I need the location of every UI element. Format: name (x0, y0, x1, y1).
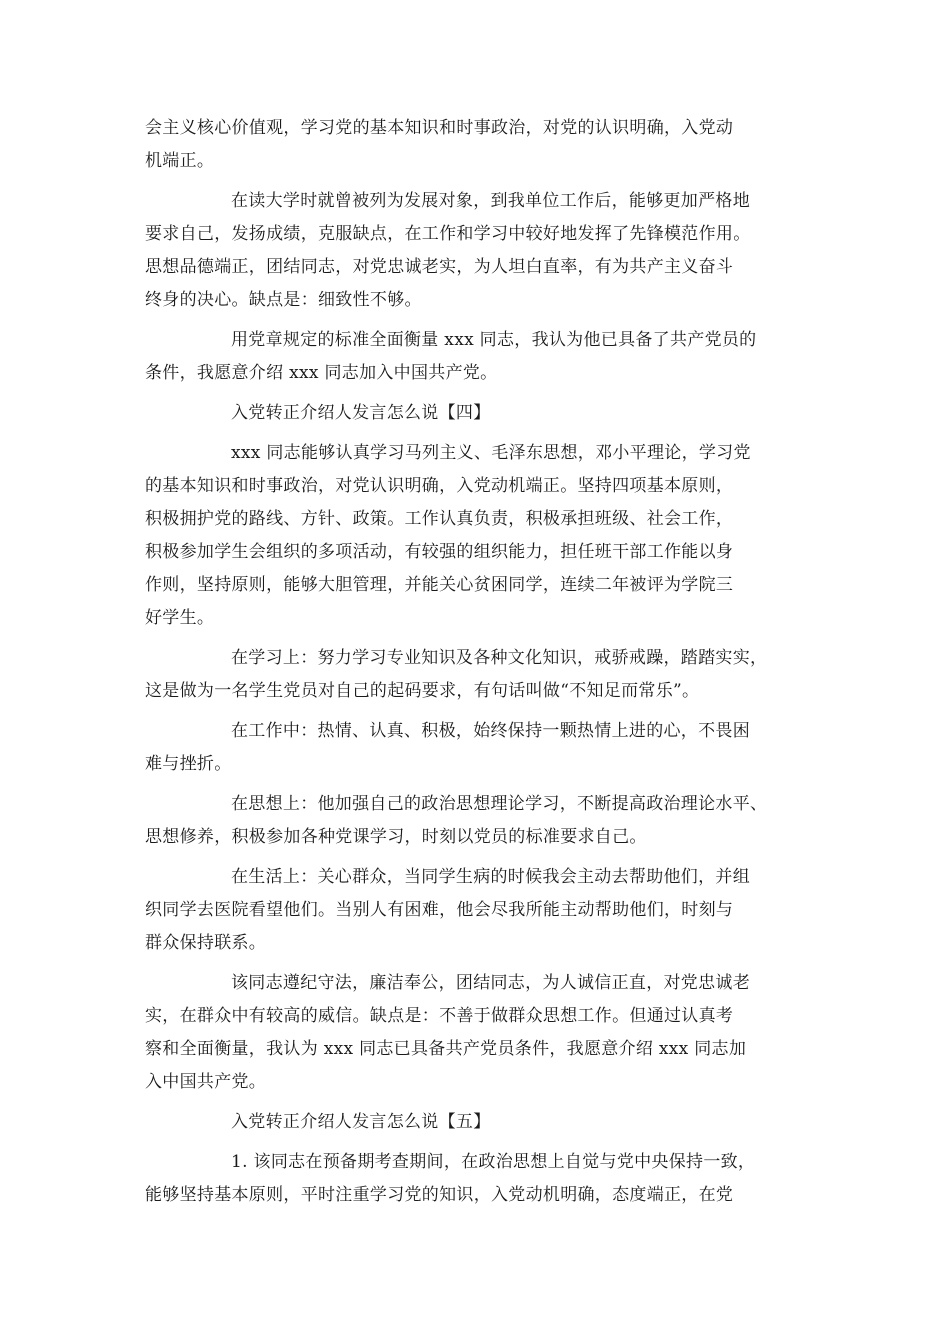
text-line: 1. 该同志在预备期考查期间，在政治思想上自觉与党中央保持一致， (231, 1152, 756, 1172)
text-line: 会主义核心价值观，学习党的基本知识和时事政治，对党的认识明确，入党动 (145, 118, 734, 138)
text-line: 在工作中：热情、认真、积极，始终保持一颗热情上进的心，不畏困 (231, 721, 750, 741)
section-heading: 入党转正介绍人发言怎么说【五】 (231, 1112, 491, 1132)
text-line: 用党章规定的标准全面衡量 xxx 同志，我认为他已具备了共产党员的 (231, 330, 757, 350)
text-line: 终身的决心。缺点是：细致性不够。 (145, 290, 422, 310)
text-line: 在读大学时就曾被列为发展对象，到我单位工作后，能够更加严格地 (231, 191, 750, 211)
text-line: 积极参加学生会组织的多项活动，有较强的组织能力，担任班干部工作能以身 (145, 542, 734, 562)
text-line: 察和全面衡量，我认为 xxx 同志已具备共产党员条件，我愿意介绍 xxx 同志加 (145, 1039, 747, 1059)
text-line: 思想修养，积极参加各种党课学习，时刻以党员的标准要求自己。 (145, 827, 647, 847)
text-line: 织同学去医院看望他们。当别人有困难，他会尽我所能主动帮助他们，时刻与 (145, 900, 734, 920)
text-line: 在学习上：努力学习专业知识及各种文化知识，戒骄戒躁，踏踏实实， (231, 648, 768, 668)
text-line: 这是做为一名学生党员对自己的起码要求，有句话叫做“不知足而常乐”。 (145, 681, 700, 701)
text-line: 难与挫折。 (145, 754, 232, 774)
text-line: 在思想上：他加强自己的政治思想理论学习，不断提高政治理论水平、 (231, 794, 768, 814)
text-line: xxx 同志能够认真学习马列主义、毛泽东思想，邓小平理论，学习党 (231, 443, 751, 463)
text-line: 能够坚持基本原则，平时注重学习党的知识，入党动机明确，态度端正，在党 (145, 1185, 734, 1205)
text-line: 条件，我愿意介绍 xxx 同志加入中国共产党。 (145, 363, 498, 383)
text-line: 群众保持联系。 (145, 933, 267, 953)
text-line: 积极拥护党的路线、方针、政策。工作认真负责，积极承担班级、社会工作， (145, 509, 734, 529)
text-line: 思想品德端正，团结同志，对党忠诚老实，为人坦白直率，有为共产主义奋斗 (145, 257, 734, 277)
section-heading: 入党转正介绍人发言怎么说【四】 (231, 403, 491, 423)
text-line: 要求自己，发扬成绩，克服缺点，在工作和学习中较好地发挥了先锋模范作用。 (145, 224, 751, 244)
text-line: 在生活上：关心群众，当同学生病的时候我会主动去帮助他们，并组 (231, 867, 750, 887)
text-line: 作则，坚持原则，能够大胆管理，并能关心贫困同学，连续二年被评为学院三 (145, 575, 734, 595)
text-line: 实，在群众中有较高的威信。缺点是：不善于做群众思想工作。但通过认真考 (145, 1006, 734, 1026)
text-line: 的基本知识和时事政治，对党认识明确，入党动机端正。坚持四项基本原则， (145, 476, 734, 496)
text-line: 机端正。 (145, 151, 215, 171)
text-line: 好学生。 (145, 608, 215, 628)
text-line: 入中国共产党。 (145, 1072, 267, 1092)
text-line: 该同志遵纪守法，廉洁奉公，团结同志，为人诚信正直，对党忠诚老 (231, 973, 750, 993)
